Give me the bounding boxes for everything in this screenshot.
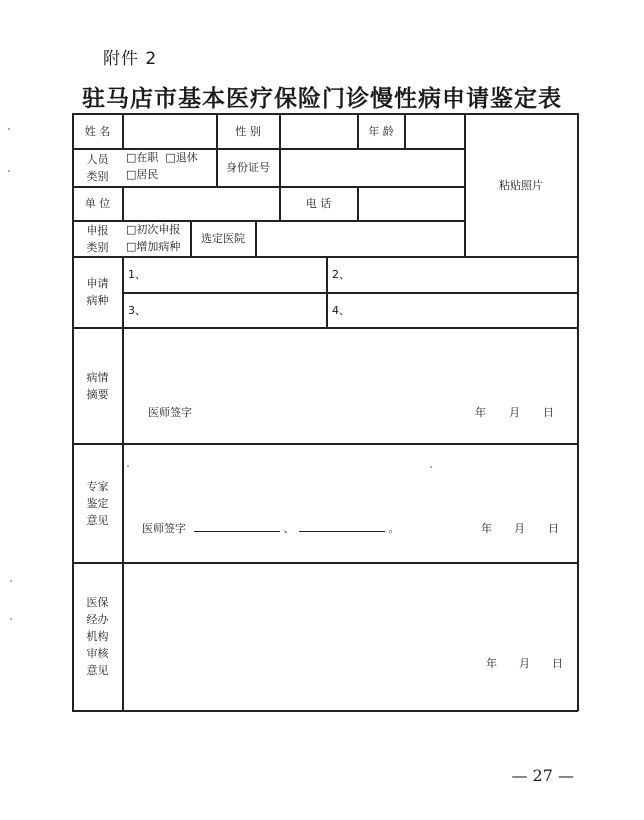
summary-month: 月 — [509, 406, 520, 419]
apply-type-label-line1: 申报 — [86, 223, 109, 237]
expert-opinion-field[interactable] — [123, 444, 577, 562]
gender-field[interactable] — [280, 114, 357, 148]
disease-4-number: 4、 — [332, 303, 350, 317]
page-number: — 27 — — [511, 766, 574, 785]
expert-opinion-label-line3: 意见 — [86, 513, 109, 527]
expert-opinion-label-line2: 鉴定 — [86, 496, 109, 510]
hospital-label: 选定医院 — [201, 232, 245, 245]
insurer-opinion-label-line2: 经办 — [86, 613, 109, 626]
scan-speck — [430, 466, 432, 468]
summary-day: 日 — [543, 406, 554, 419]
disease-field-4[interactable] — [332, 293, 577, 327]
scan-speck — [127, 465, 129, 467]
expert-day: 日 — [548, 522, 559, 535]
person-type-label — [73, 149, 122, 186]
case-summary-label-line2: 摘要 — [86, 387, 109, 401]
scan-speck — [8, 128, 10, 130]
expert-opinion-label — [73, 444, 122, 562]
checkbox-add-disease[interactable]: □增加病种 — [126, 240, 181, 253]
insurer-day: 日 — [552, 657, 563, 670]
scan-speck — [10, 618, 12, 620]
photo-area[interactable] — [465, 114, 577, 256]
disease-label-line1: 申请 — [86, 277, 109, 290]
name-label: 姓 名 — [84, 124, 111, 138]
expert-doctor-sign-label: 医师签字 — [142, 522, 186, 535]
table-border-right — [577, 113, 579, 711]
id-number-label: 身份证号 — [226, 161, 270, 174]
expert-month: 月 — [514, 522, 525, 535]
disease-3-number: 3、 — [128, 303, 146, 317]
attachment-label: 附件 2 — [103, 49, 158, 69]
disease-field-3[interactable] — [128, 293, 326, 327]
case-summary-label — [73, 328, 122, 443]
disease-1-number: 1、 — [128, 268, 146, 281]
disease-label-line2: 病种 — [86, 294, 109, 307]
age-label: 年 龄 — [368, 124, 394, 138]
phone-label: 电 话 — [305, 197, 332, 210]
signature-period: 。 — [388, 522, 400, 535]
expert-year: 年 — [481, 522, 492, 535]
person-type-options — [126, 149, 216, 186]
insurer-opinion-label-line1: 医保 — [86, 596, 109, 609]
checkbox-employed[interactable]: □在职 — [126, 151, 159, 164]
name-field[interactable] — [123, 114, 216, 148]
insurer-opinion-label-line5: 意见 — [86, 664, 109, 677]
checkbox-first-application[interactable]: □初次申报 — [126, 223, 181, 236]
apply-type-label-line2: 类别 — [86, 240, 109, 254]
summary-year: 年 — [475, 406, 486, 419]
insurer-opinion-label — [73, 563, 122, 710]
signature-separator: 、 — [283, 522, 295, 535]
insurer-month: 月 — [519, 657, 530, 670]
disease-field-2[interactable] — [332, 257, 577, 292]
form-title: 驻马店市基本医疗保险门诊慢性病申请鉴定表 — [82, 86, 562, 112]
scan-speck — [10, 580, 12, 582]
expert-signature-line-1[interactable] — [194, 521, 280, 532]
checkbox-retired[interactable]: □退休 — [165, 151, 198, 164]
disease-label — [73, 257, 122, 327]
expert-signature-line-2[interactable] — [299, 521, 385, 532]
summary-doctor-sign-label: 医师签字 — [148, 406, 192, 419]
disease-field-1[interactable] — [128, 257, 326, 292]
case-summary-field[interactable] — [123, 328, 577, 443]
id-number-field[interactable] — [280, 149, 464, 186]
work-unit-label: 单 位 — [84, 197, 111, 210]
disease-2-number: 2、 — [332, 268, 350, 281]
hospital-field[interactable] — [256, 221, 464, 256]
photo-label: 粘贴照片 — [499, 178, 543, 192]
insurer-opinion-field[interactable] — [123, 563, 577, 710]
col-divider — [326, 256, 328, 327]
person-type-label-line1: 人员 — [86, 152, 109, 166]
insurer-opinion-label-line4: 审核 — [86, 647, 109, 660]
checkbox-resident[interactable]: □居民 — [126, 168, 159, 181]
insurer-year: 年 — [486, 657, 497, 670]
scan-speck — [8, 170, 10, 172]
apply-type-label — [73, 221, 122, 256]
work-unit-field[interactable] — [123, 187, 279, 220]
apply-type-options — [126, 221, 190, 256]
age-field[interactable] — [405, 114, 464, 148]
phone-field[interactable] — [358, 187, 464, 220]
case-summary-label-line1: 病情 — [86, 370, 109, 384]
gender-label: 性 别 — [235, 124, 261, 138]
expert-sign-row — [142, 520, 400, 536]
expert-opinion-label-line1: 专家 — [86, 479, 109, 493]
table-border-bottom — [72, 710, 578, 712]
insurer-opinion-label-line3: 机构 — [86, 630, 109, 643]
person-type-label-line2: 类别 — [86, 169, 109, 183]
